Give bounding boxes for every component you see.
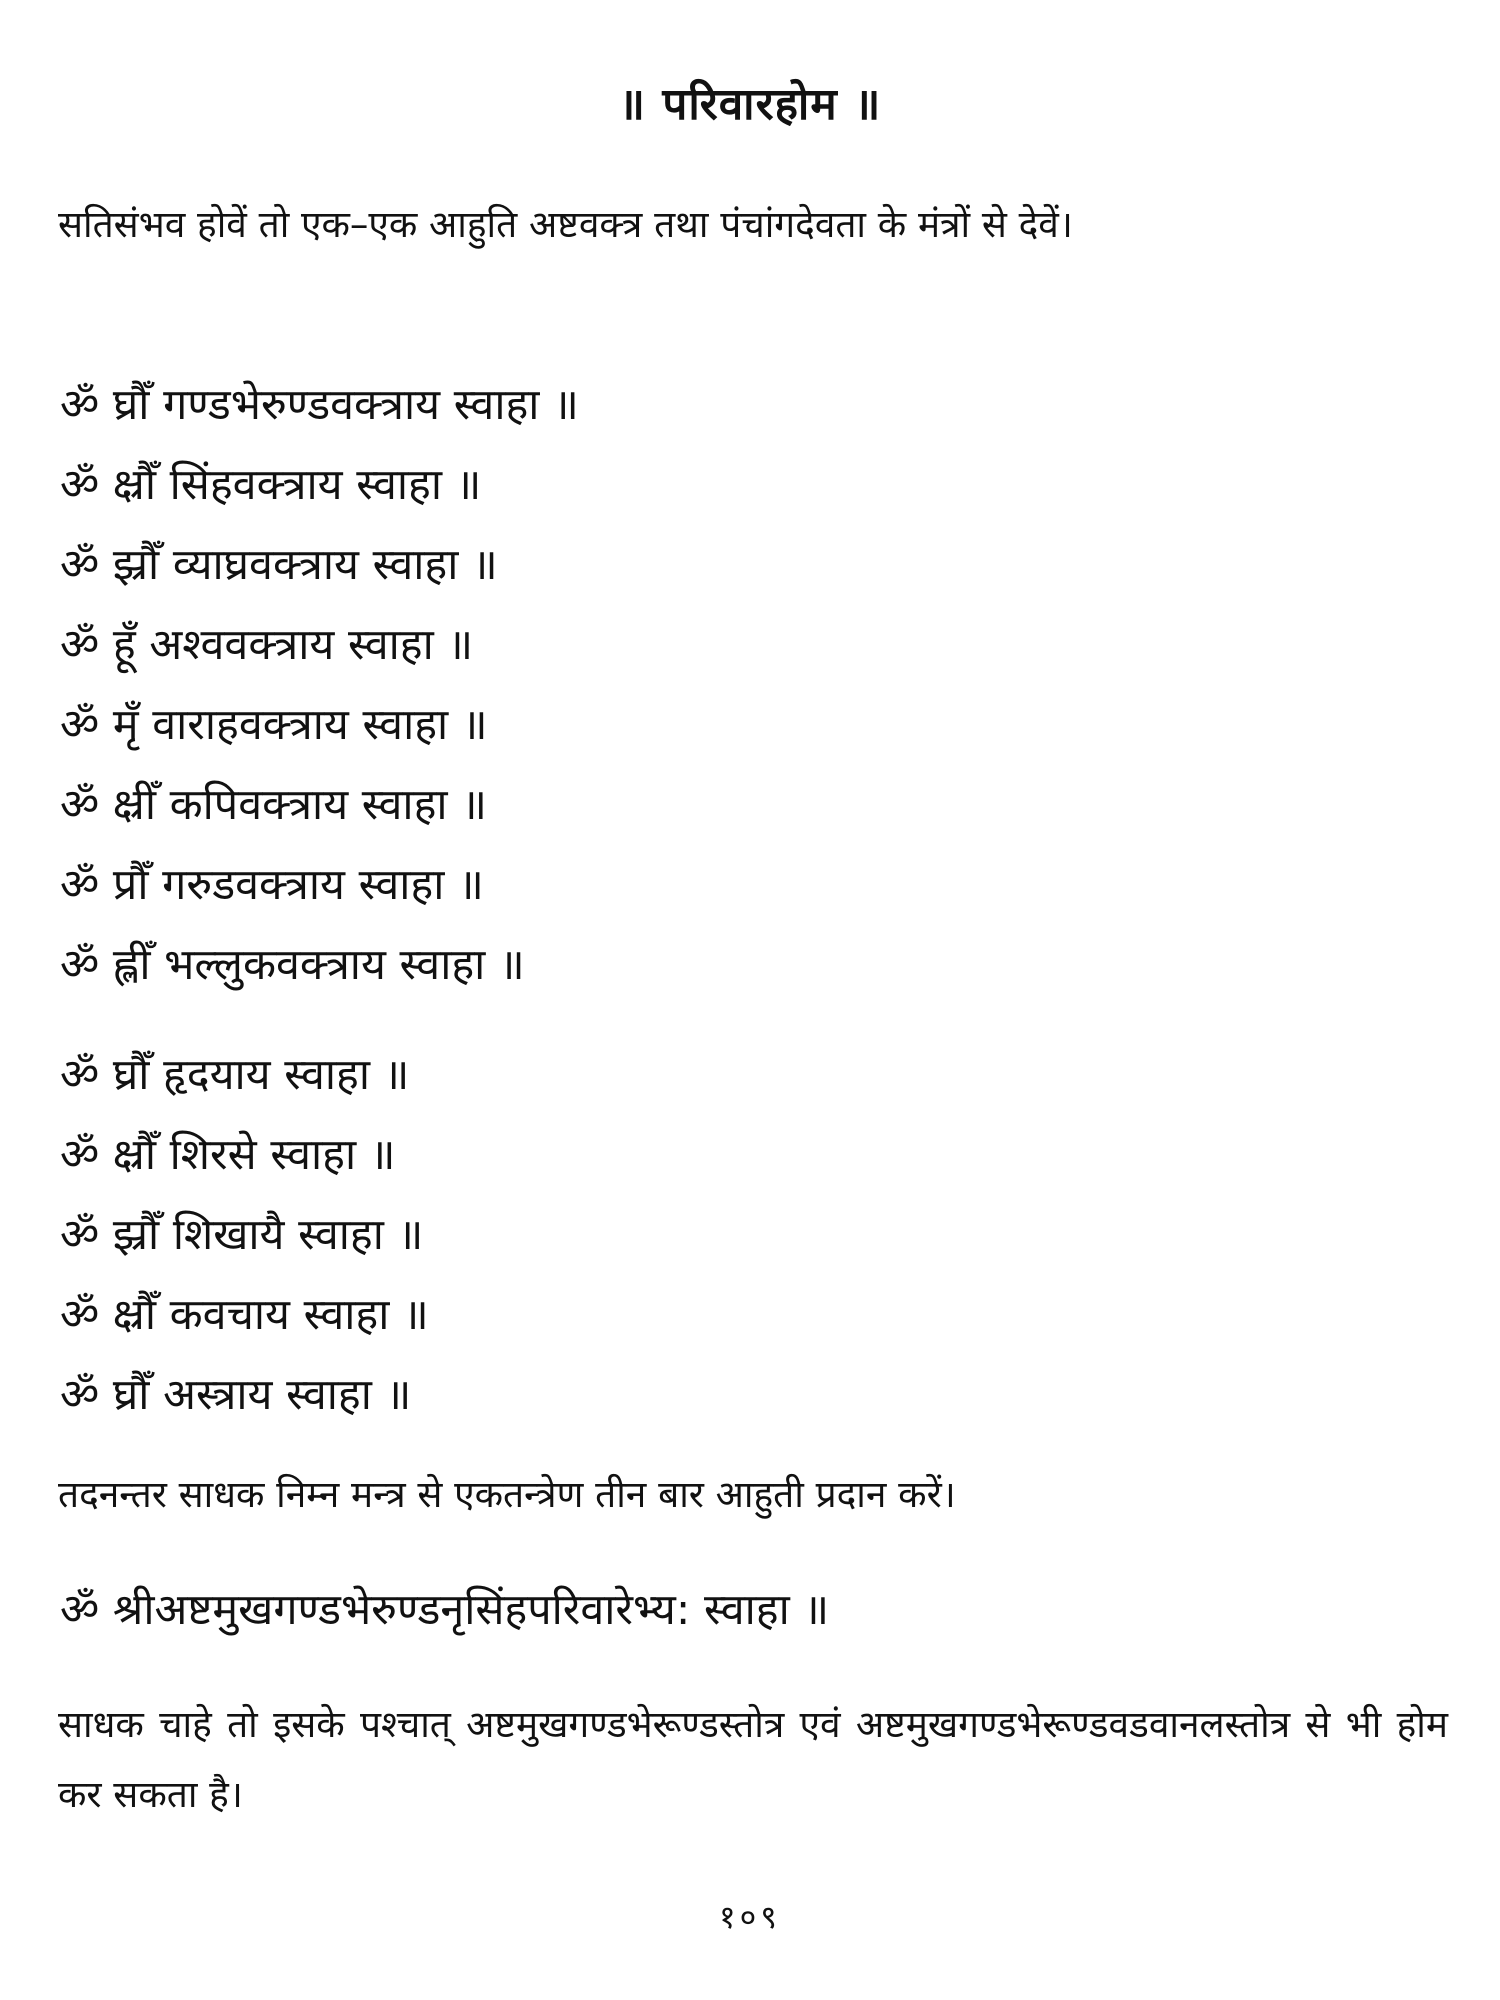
mantra-line: ॐ हूँ अश्ववक्त्राय स्वाहा ॥	[60, 620, 474, 670]
mantra-line: ॐ क्ष्रीँ कपिवक्त्राय स्वाहा ॥	[60, 780, 487, 830]
mantra-list-panchanga	[60, 1035, 1450, 1435]
closing-paragraph: साधक चाहे तो इसके पश्चात् अष्टमुखगण्डभेरूण्डस्तोत्र एवं अष्टमुखगण्डभेरूण्डवडवानलस्तोत्र से भी होम कर सकता है।	[58, 1703, 1448, 1816]
mantra-list-vaktra	[60, 365, 1450, 1005]
mantra-line: ॐ क्ष्रौँ सिंहवक्त्राय स्वाहा ॥	[60, 460, 482, 510]
mantra-line: ॐ मृँ वाराहवक्त्राय स्वाहा ॥	[60, 700, 488, 750]
mantra-line: ॐ क्ष्रौँ कवचाय स्वाहा ॥	[60, 1290, 429, 1340]
mantra-line: ॐ घ्रौँ अस्त्राय स्वाहा ॥	[60, 1370, 412, 1420]
mantra-line: ॐ घ्रौँ गण्डभेरुण्डवक्त्राय स्वाहा ॥	[60, 380, 579, 430]
mantra-line: ॐ झ्रौँ व्याघ्रवक्त्राय स्वाहा ॥	[60, 540, 498, 590]
mantra-line: ॐ क्ष्रौँ शिरसे स्वाहा ॥	[60, 1130, 396, 1180]
page-title: ॥ परिवारहोम ॥	[618, 79, 882, 130]
instruction-paragraph: तदनन्तर साधक निम्न मन्त्र से एकतन्त्रेण तीन बार आहुती प्रदान करें।	[58, 1473, 956, 1516]
page-number: १०९	[719, 1898, 781, 1936]
mantra-line: ॐ झ्रौँ शिखायै स्वाहा ॥	[60, 1210, 424, 1260]
main-mantra: ॐ श्रीअष्टमुखगण्डभेरुण्डनृसिंहपरिवारेभ्य: स्वाहा ॥	[60, 1585, 830, 1635]
intro-paragraph: सतिसंभव होवें तो एक–एक आहुति अष्टवक्त्र तथा पंचांगदेवता के मंत्रों से देवें।	[58, 203, 1073, 246]
mantra-line: ॐ ह्लीँ भल्लुकवक्त्राय स्वाहा ॥	[60, 940, 525, 990]
mantra-line: ॐ घ्रौँ हृदयाय स्वाहा ॥	[60, 1050, 410, 1100]
mantra-line: ॐ प्रौँ गरुडवक्त्राय स्वाहा ॥	[60, 860, 484, 910]
